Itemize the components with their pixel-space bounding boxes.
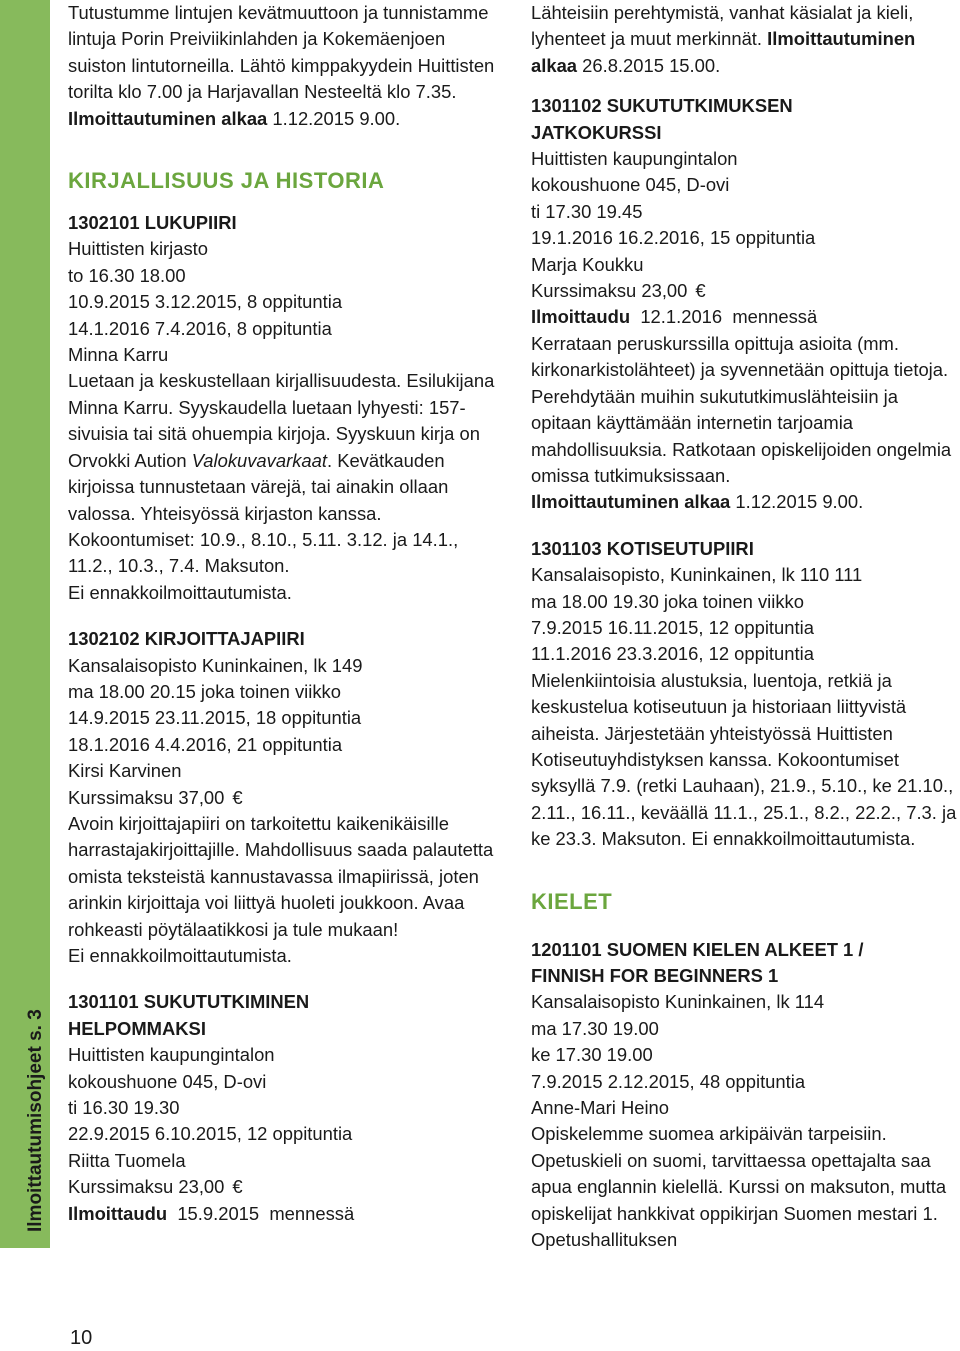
course-description: Opiskelemme suomea arkipäivän tarpeisiin. Opetuskieli on suomi, tarvittaessa opettajalta saa apua englannin kielellä. Kurssi on maksuton, mutta opiskelijat hankkivat oppikirjan Suomen mestari 1. Opetushallituksen [531,1123,947,1251]
course-kotiseutupiiri [531,536,959,853]
course-title: 1301103 KOTISEUTUPIIRI [531,537,754,559]
course-description: Avoin kirjoittajapiiri on tarkoitettu kaikenikäisille harrastajakirjoittajille. Mahdollisuus saada palautetta omista teksteistä kannustavassa ilmapiirissä, joten arinkin kirjoittaja voi liittyä huoleti joukkoon. Avaa rohkeasti pöytälaatikkosi ja tule mukaan! [68,812,494,940]
course-description: Kerrataan peruskurssilla opittuja asioita (mm. kirkonarkistolähteet) ja syvennetään opittuja tietoja. Perehdytään muihin sukututkimuslähteisiin ja opitaan käyttämään internetin tarjoamia mahdollisuuksia. Ratkotaan opiskelijoiden ongelmia omissa tutkimuksissaan. [531,332,952,486]
course-location: Huittisten kaupungintalon [68,1044,275,1066]
course-title-cont: JATKOKURSSI [531,121,662,143]
course-dates: 22.9.2015 6.10.2015, 12 oppituntia [68,1123,353,1145]
course-location: Huittisten kaupungintalon [531,148,738,170]
course-registration: Ilmoittautuminen alkaa 1.12.2015 9.00. [531,491,864,513]
course-time: to 16.30 18.00 [68,264,186,286]
course-dates: 19.1.2016 16.2.2016, 15 oppituntia [531,227,816,249]
course-location: Kansalaisopisto, Kuninkainen, lk 110 111 [531,564,863,586]
course-time: ma 17.30 19.00 [531,1017,659,1039]
course-room: kokoushuone 045, D-ovi [68,1070,267,1092]
course-note: Ei ennakkoilmoittautumista. [68,581,292,603]
course-note: Ei ennakkoilmoittautumista. [68,945,292,966]
course-signup: Ilmoittaudu 12.1.2016 mennessä [531,306,818,328]
continued-paragraph: Lähteisiin perehtymistä, vanhat käsialat ja kieli, lyhenteet ja muut merkinnät. Ilmoittautuminen alkaa 26.8.2015 15.00. [531,2,916,76]
course-title-cont: FINNISH FOR BEGINNERS 1 [531,965,779,986]
left-column [68,0,500,1227]
course-dates: 10.9.2015 3.12.2015, 8 oppituntia [68,291,343,313]
euro-icon: € [232,786,243,808]
course-room: kokoushuone 045, D-ovi [531,174,730,196]
section-title-kirjallisuus: KIRJALLISUUS JA HISTORIA [68,168,385,194]
course-location: Kansalaisopisto Kuninkainen, lk 114 [531,991,825,1013]
course-dates: 7.9.2015 16.11.2015, 12 oppituntia [531,616,814,638]
course-fee: Kurssimaksu 23,00 € [531,280,706,302]
course-teacher: Minna Karru [68,344,169,366]
sidebar-tab-label: Ilmoittautumisohjeet s. 3 [25,1009,46,1232]
course-title: 1301101 SUKUTUTKIMINEN [68,991,310,1013]
right-column [531,0,959,1253]
course-lukupiiri [68,210,500,606]
course-sukututkiminen [68,989,500,1227]
page-number: 10 [70,1327,93,1349]
course-suomi [531,937,959,1254]
course-title: 1301102 SUKUTUTKIMUKSEN [531,95,793,117]
course-time: ke 17.30 19.00 [531,1044,653,1066]
course-title: 1302101 LUKUPIIRI [68,212,237,234]
course-time: ti 17.30 19.45 [531,200,643,222]
course-fee: Kurssimaksu 23,00 € [68,1176,243,1198]
sidebar-tab [0,0,50,1248]
course-description: Luetaan ja keskustellaan kirjallisuudesta. Esilukijana Minna Karru. Syyskaudella luetaan lyhyesti: 157-sivuisia tai sitä ohuempia kirjoja. Syyskuun kirja on Orvokki Aution Valokuvavarkaat. Kevätkauden kirjoissa tunnustetaan värejä, tai ainakin ollaan valossa. Yhteisyössä kirjaston kanssa. Kokoontumiset: 10.9., 8.10., 5.11. 3.12. ja 14.1., 11.2., 10.3., 7.4. Maksuton. [68,370,495,577]
course-kirjoittajapiiri [68,626,500,969]
course-location: Kansalaisopisto Kuninkainen, lk 149 [68,654,363,676]
course-dates: 14.9.2015 23.11.2015, 18 oppituntia [68,707,362,729]
course-dates: 7.9.2015 2.12.2015, 48 oppituntia [531,1070,806,1092]
euro-icon: € [695,280,706,302]
course-dates: 18.1.2016 4.4.2016, 21 oppituntia [68,733,343,755]
course-jatkokurssi [531,93,959,516]
course-description: Mielenkiintoisia alustuksia, luentoja, retkiä ja keskustelua kotiseutuun ja historiaan liittyvistä aiheista. Järjestetään yhteistyössä Huittisten Kotiseutuyhdistyksen kanssa. Kokoontumiset syksyllä 7.9. (retki Lauhaan), 21.9., 5.10., ke 21.10., 2.11., 16.11., keväällä 11.1., 25.1., 8.2., 22.2., 7.3. ja ke 23.3. Maksuton. Ei ennakkoilmoittautumista. [531,669,957,850]
intro-paragraph: Tutustumme lintujen kevätmuuttoon ja tunnistamme lintuja Porin Preiviikinlahden ja Kokemäenjoen suiston lintutorneilla. Lähtö kimppakyydein Huittisten torilta klo 7.00 ja Harjavallan Nesteeltä klo 7.35. Ilmoittautuminen alkaa 1.12.2015 9.00. [68,2,495,129]
course-fee: Kurssimaksu 37,00 € [68,786,243,808]
course-title-cont: HELPOMMAKSI [68,1017,206,1039]
course-dates: 14.1.2016 7.4.2016, 8 oppituntia [68,317,332,339]
course-teacher: Marja Koukku [531,253,644,275]
course-title: 1201101 SUOMEN KIELEN ALKEET 1 / [531,938,864,960]
course-location: Huittisten kirjasto [68,238,209,260]
course-teacher: Kirsi Karvinen [68,760,182,782]
course-time: ti 16.30 19.30 [68,1097,180,1119]
course-time: ma 18.00 19.30 joka toinen viikko [531,590,804,612]
course-dates: 11.1.2016 23.3.2016, 12 oppituntia [531,643,814,665]
section-title-kielet: KIELET [531,888,613,914]
course-title: 1302102 KIRJOITTAJAPIIRI [68,628,305,650]
course-time: ma 18.00 20.15 joka toinen viikko [68,680,341,702]
course-teacher: Anne-Mari Heino [531,1097,669,1119]
course-signup: Ilmoittaudu 15.9.2015 mennessä [68,1202,355,1224]
euro-icon: € [232,1176,243,1198]
course-teacher: Riitta Tuomela [68,1149,186,1171]
